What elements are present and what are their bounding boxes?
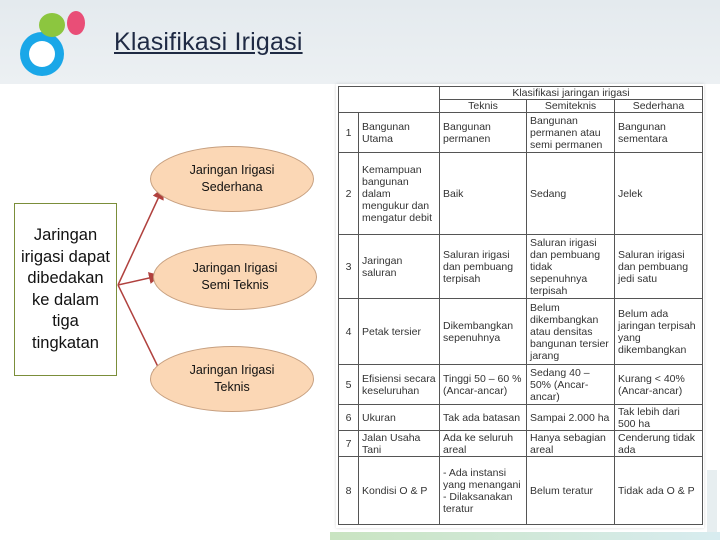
intro-text: Jaringan irigasi dapat dibedakan ke dalam tiga tingkatan <box>21 226 110 352</box>
row-number-cell: 2 <box>339 153 359 235</box>
decorative-bottom-strip <box>330 532 720 540</box>
slide-title: Klasifikasi Irigasi <box>114 28 303 56</box>
table-cell: Jelek <box>615 153 703 235</box>
row-number-cell: 1 <box>339 113 359 153</box>
row-number-cell: 5 <box>339 365 359 405</box>
arrow-to-teknis <box>118 285 162 375</box>
classification-table-image <box>336 84 704 528</box>
table-cell: Saluran irigasi dan pembuang terpisah <box>440 235 527 299</box>
oval-sederhana <box>150 146 314 212</box>
oval-semi-teknis-label: Jaringan Irigasi Semi Teknis <box>192 261 278 292</box>
table-cell: Cenderung tidak ada <box>615 431 703 457</box>
classification-table <box>338 86 703 525</box>
table-cell: Saluran irigasi dan pembuang jedi satu <box>615 235 703 299</box>
table-cell: Ukuran <box>359 405 440 431</box>
row-number-cell: 4 <box>339 299 359 365</box>
column-header-sederhana: Sederhana <box>615 100 703 113</box>
table-corner <box>339 87 440 113</box>
table-cell: Bangunan permanen <box>440 113 527 153</box>
table-cell: Kurang < 40% (Ancar-ancar) <box>615 365 703 405</box>
table-cell: Bangunan permanen atau semi permanen <box>527 113 615 153</box>
table-cell: Baik <box>440 153 527 235</box>
table-body <box>339 113 703 525</box>
table-cell: Kemampuan bangunan dalam mengukur dan mengatur debit <box>359 153 440 235</box>
oval-teknis-label: Jaringan Irigasi Teknis <box>189 363 275 394</box>
oval-sederhana-label: Jaringan Irigasi Sederhana <box>189 163 275 194</box>
table-row <box>339 365 703 405</box>
table-cell: Ada ke seluruh areal <box>440 431 527 457</box>
table-cell: Belum dikembangkan atau densitas bangunan tersier jarang <box>527 299 615 365</box>
table-row <box>339 405 703 431</box>
table-cell: Hanya sebagian areal <box>527 431 615 457</box>
table-cell: Tak lebih dari 500 ha <box>615 405 703 431</box>
table-cell: Tak ada batasan <box>440 405 527 431</box>
table-cell: Tidak ada O & P <box>615 457 703 525</box>
row-number-cell: 6 <box>339 405 359 431</box>
table-cell: Bangunan Utama <box>359 113 440 153</box>
row-number-cell: 7 <box>339 431 359 457</box>
table-cell: Dikembangkan sepenuhnya <box>440 299 527 365</box>
table-row <box>339 153 703 235</box>
row-number-cell: 8 <box>339 457 359 525</box>
table-cell: Sampai 2.000 ha <box>527 405 615 431</box>
table-row <box>339 457 703 525</box>
column-header-semiteknis: Semiteknis <box>527 100 615 113</box>
table-row <box>339 431 703 457</box>
oval-teknis <box>150 346 314 412</box>
table-cell: Bangunan sementara <box>615 113 703 153</box>
table-cell: Sedang 40 – 50% (Ancar-ancar) <box>527 365 615 405</box>
table-cell: Saluran irigasi dan pembuang tidak sepenuhnya terpisah <box>527 235 615 299</box>
arrow-to-semi-teknis <box>118 276 158 285</box>
table-cell: Jalan Usaha Tani <box>359 431 440 457</box>
table-cell: Sedang <box>527 153 615 235</box>
table-cell: Kondisi O & P <box>359 457 440 525</box>
decorative-edge <box>707 470 717 532</box>
row-number-cell: 3 <box>339 235 359 299</box>
table-row <box>339 113 703 153</box>
table-row <box>339 235 703 299</box>
table-cell: Petak tersier <box>359 299 440 365</box>
table-cell: Jaringan saluran <box>359 235 440 299</box>
column-header-teknis: Teknis <box>440 100 527 113</box>
table-cell: Belum ada jaringan terpisah yang dikembangkan <box>615 299 703 365</box>
table-cell: Efisiensi secara keseluruhan <box>359 365 440 405</box>
table-row <box>339 299 703 365</box>
table-cell: Tinggi 50 – 60 % (Ancar-ancar) <box>440 365 527 405</box>
table-cell: Belum teratur <box>527 457 615 525</box>
oval-semi-teknis <box>153 244 317 310</box>
table-cell: - Ada instansi yang menangani - Dilaksanakan teratur <box>440 457 527 525</box>
table-group-header: Klasifikasi jaringan irigasi <box>440 87 703 100</box>
intro-text-box <box>14 203 117 376</box>
